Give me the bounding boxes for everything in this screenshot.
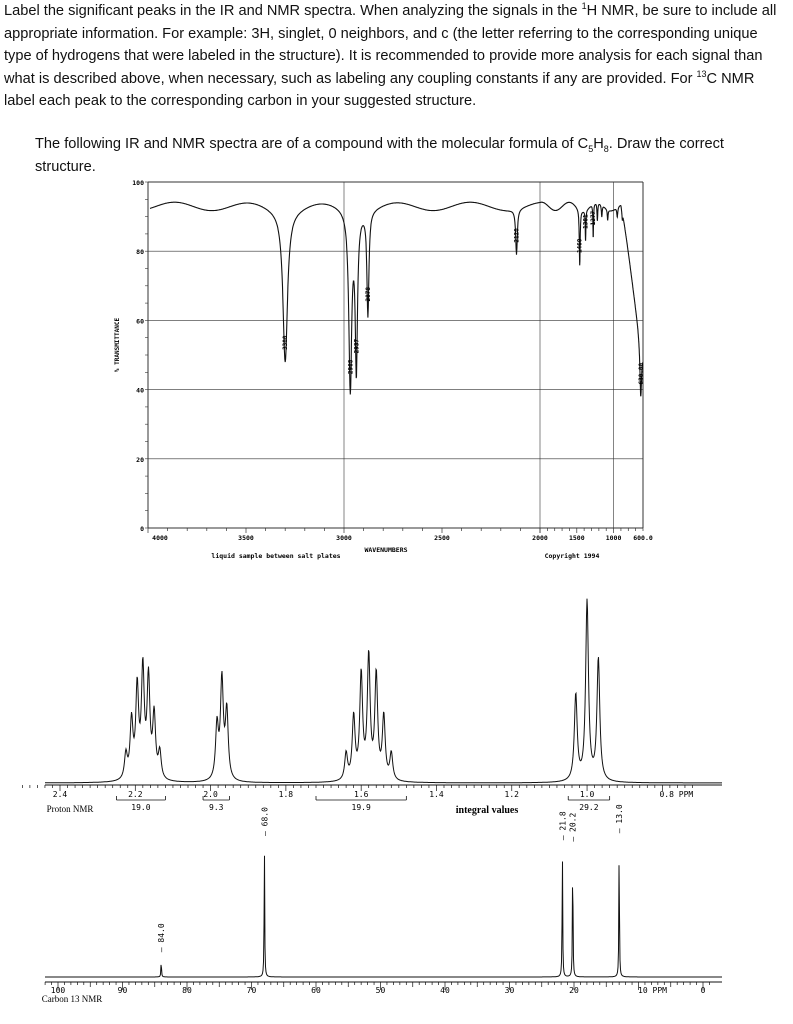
ir-x-tick-label: 3000 [336,534,352,542]
ir-spectrum [114,179,653,560]
ir-x-tick-label: 600.0 [633,534,653,542]
ir-peak-label: 1277 [590,210,598,226]
hnmr-tick-label: 1.2 [504,790,519,799]
cnmr-peak-label: — 68.0 [260,807,270,836]
cnmr-trace [45,856,722,977]
ir-peak-label: 2968 [347,359,355,375]
ir-x-tick-label: 2000 [532,534,548,542]
ir-peak-label: 3300 [282,335,290,350]
ir-x-axis-label: WAVENUMBERS [364,546,408,554]
ir-peak-label: 1460 [576,238,584,254]
hnmr-tick-label: 1.0 [579,790,595,799]
ir-peak-label: 630.00 [637,362,645,385]
ir-x-tick-label: 1000 [605,534,622,542]
cnmr-peak-label: — 21.8 [558,811,568,841]
cnmr-tick-label: 70 [246,986,257,995]
ir-y-tick-label: 100 [132,179,144,187]
ir-x-tick-label: 4000 [152,534,168,542]
hnmr-integral-value: 19.0 [131,803,151,812]
hnmr-tick-label: 1.6 [353,790,369,799]
ir-x-tick-label: 3500 [238,534,254,542]
cnmr-tick-label: 20 [569,986,579,995]
hnmr-tick-label: 1.4 [429,790,444,799]
hnmr-trace [45,599,722,783]
ir-y-tick-label: 20 [136,455,144,464]
ir-y-tick-label: 0 [140,525,144,533]
ir-peak-label: 2878 [364,287,372,302]
ir-transmittance-trace [150,202,643,396]
hnmr-tick-label: 2.4 [52,790,68,799]
ir-x-tick-label: 2500 [434,534,450,542]
hnmr-tick-label: 2.2 [128,790,143,799]
cnmr-peak-label: — 20.2 [568,812,578,842]
instructions-sup-c: 13 [696,68,707,79]
cnmr-peak-label: — 84.0 [157,923,167,953]
carbon-13-nmr-spectrum [42,804,722,1004]
hnmr-integral-value: 19.9 [351,803,371,812]
cnmr-tick-label: 10 PPM [638,986,667,995]
cnmr-title: Carbon 13 NMR [41,994,103,1004]
instructions-part1: Label the significant peaks in the IR and NMR spectra. When analyzing the signals in the [4,3,582,19]
question-part2: H [593,136,604,152]
cnmr-tick-label: 30 [504,986,515,995]
hnmr-tick-label: 1.8 [278,790,294,799]
formula-sub-8: 8 [603,143,609,154]
instructions-part2: H NMR, be sure to include all appropriate information. For example: 3H, singlet, 0 neighbors, and c (the letter referring to the corresponding unique type of hydrogens that were labeled in the structure). It is recommended to provide more analysis for each signal than what is described above, when necessary, such as labeling any coupling constants if any are provided. For [4,3,777,87]
cnmr-tick-label: 50 [375,986,386,995]
question-part3: . Draw the correct structure. [35,136,724,175]
cnmr-peak-label: — 13.0 [615,804,625,834]
hnmr-integral-value: 29.2 [579,803,599,812]
hnmr-tick-label: 0.8 PPM [659,790,694,799]
ir-sample-note: liquid sample between salt plates [211,552,341,560]
cnmr-tick-label: 90 [117,986,128,995]
cnmr-tick-label: 100 [50,986,66,995]
cnmr-tick-label: 0 [700,986,706,995]
cnmr-tick-label: 60 [311,986,321,995]
ir-y-tick-label: 80 [136,248,144,257]
hnmr-title: Proton NMR [46,804,94,814]
hnmr-integral-caption: integral values [455,805,519,816]
ir-peak-label: 1381 [582,214,590,229]
hnmr-tick-label: 2.0 [203,790,218,799]
ir-peak-label: 2937 [353,338,361,354]
ir-copyright-note: Copyright 1994 [544,552,600,560]
question-part1: The following IR and NMR spectra are of a compound with the molecular formula of C [35,136,589,152]
cnmr-tick-label: 80 [182,986,192,995]
instructions-sup-h: 1 [581,1,587,12]
proton-nmr-spectrum [22,599,722,816]
ir-y-tick-label: 60 [136,317,144,326]
formula-sub-5: 5 [588,143,594,154]
ir-y-axis-label: % TRANSMITTANCE [114,317,121,373]
ir-peak-label: 2120 [513,228,521,243]
hnmr-integral-value: 9.3 [209,803,224,812]
instructions-part3: C NMR label each peak to the corresponding carbon in your suggested structure. [4,70,755,110]
cnmr-tick-label: 40 [440,986,450,995]
ir-y-tick-label: 40 [136,386,144,395]
ir-x-tick-label: 1500 [568,534,585,542]
